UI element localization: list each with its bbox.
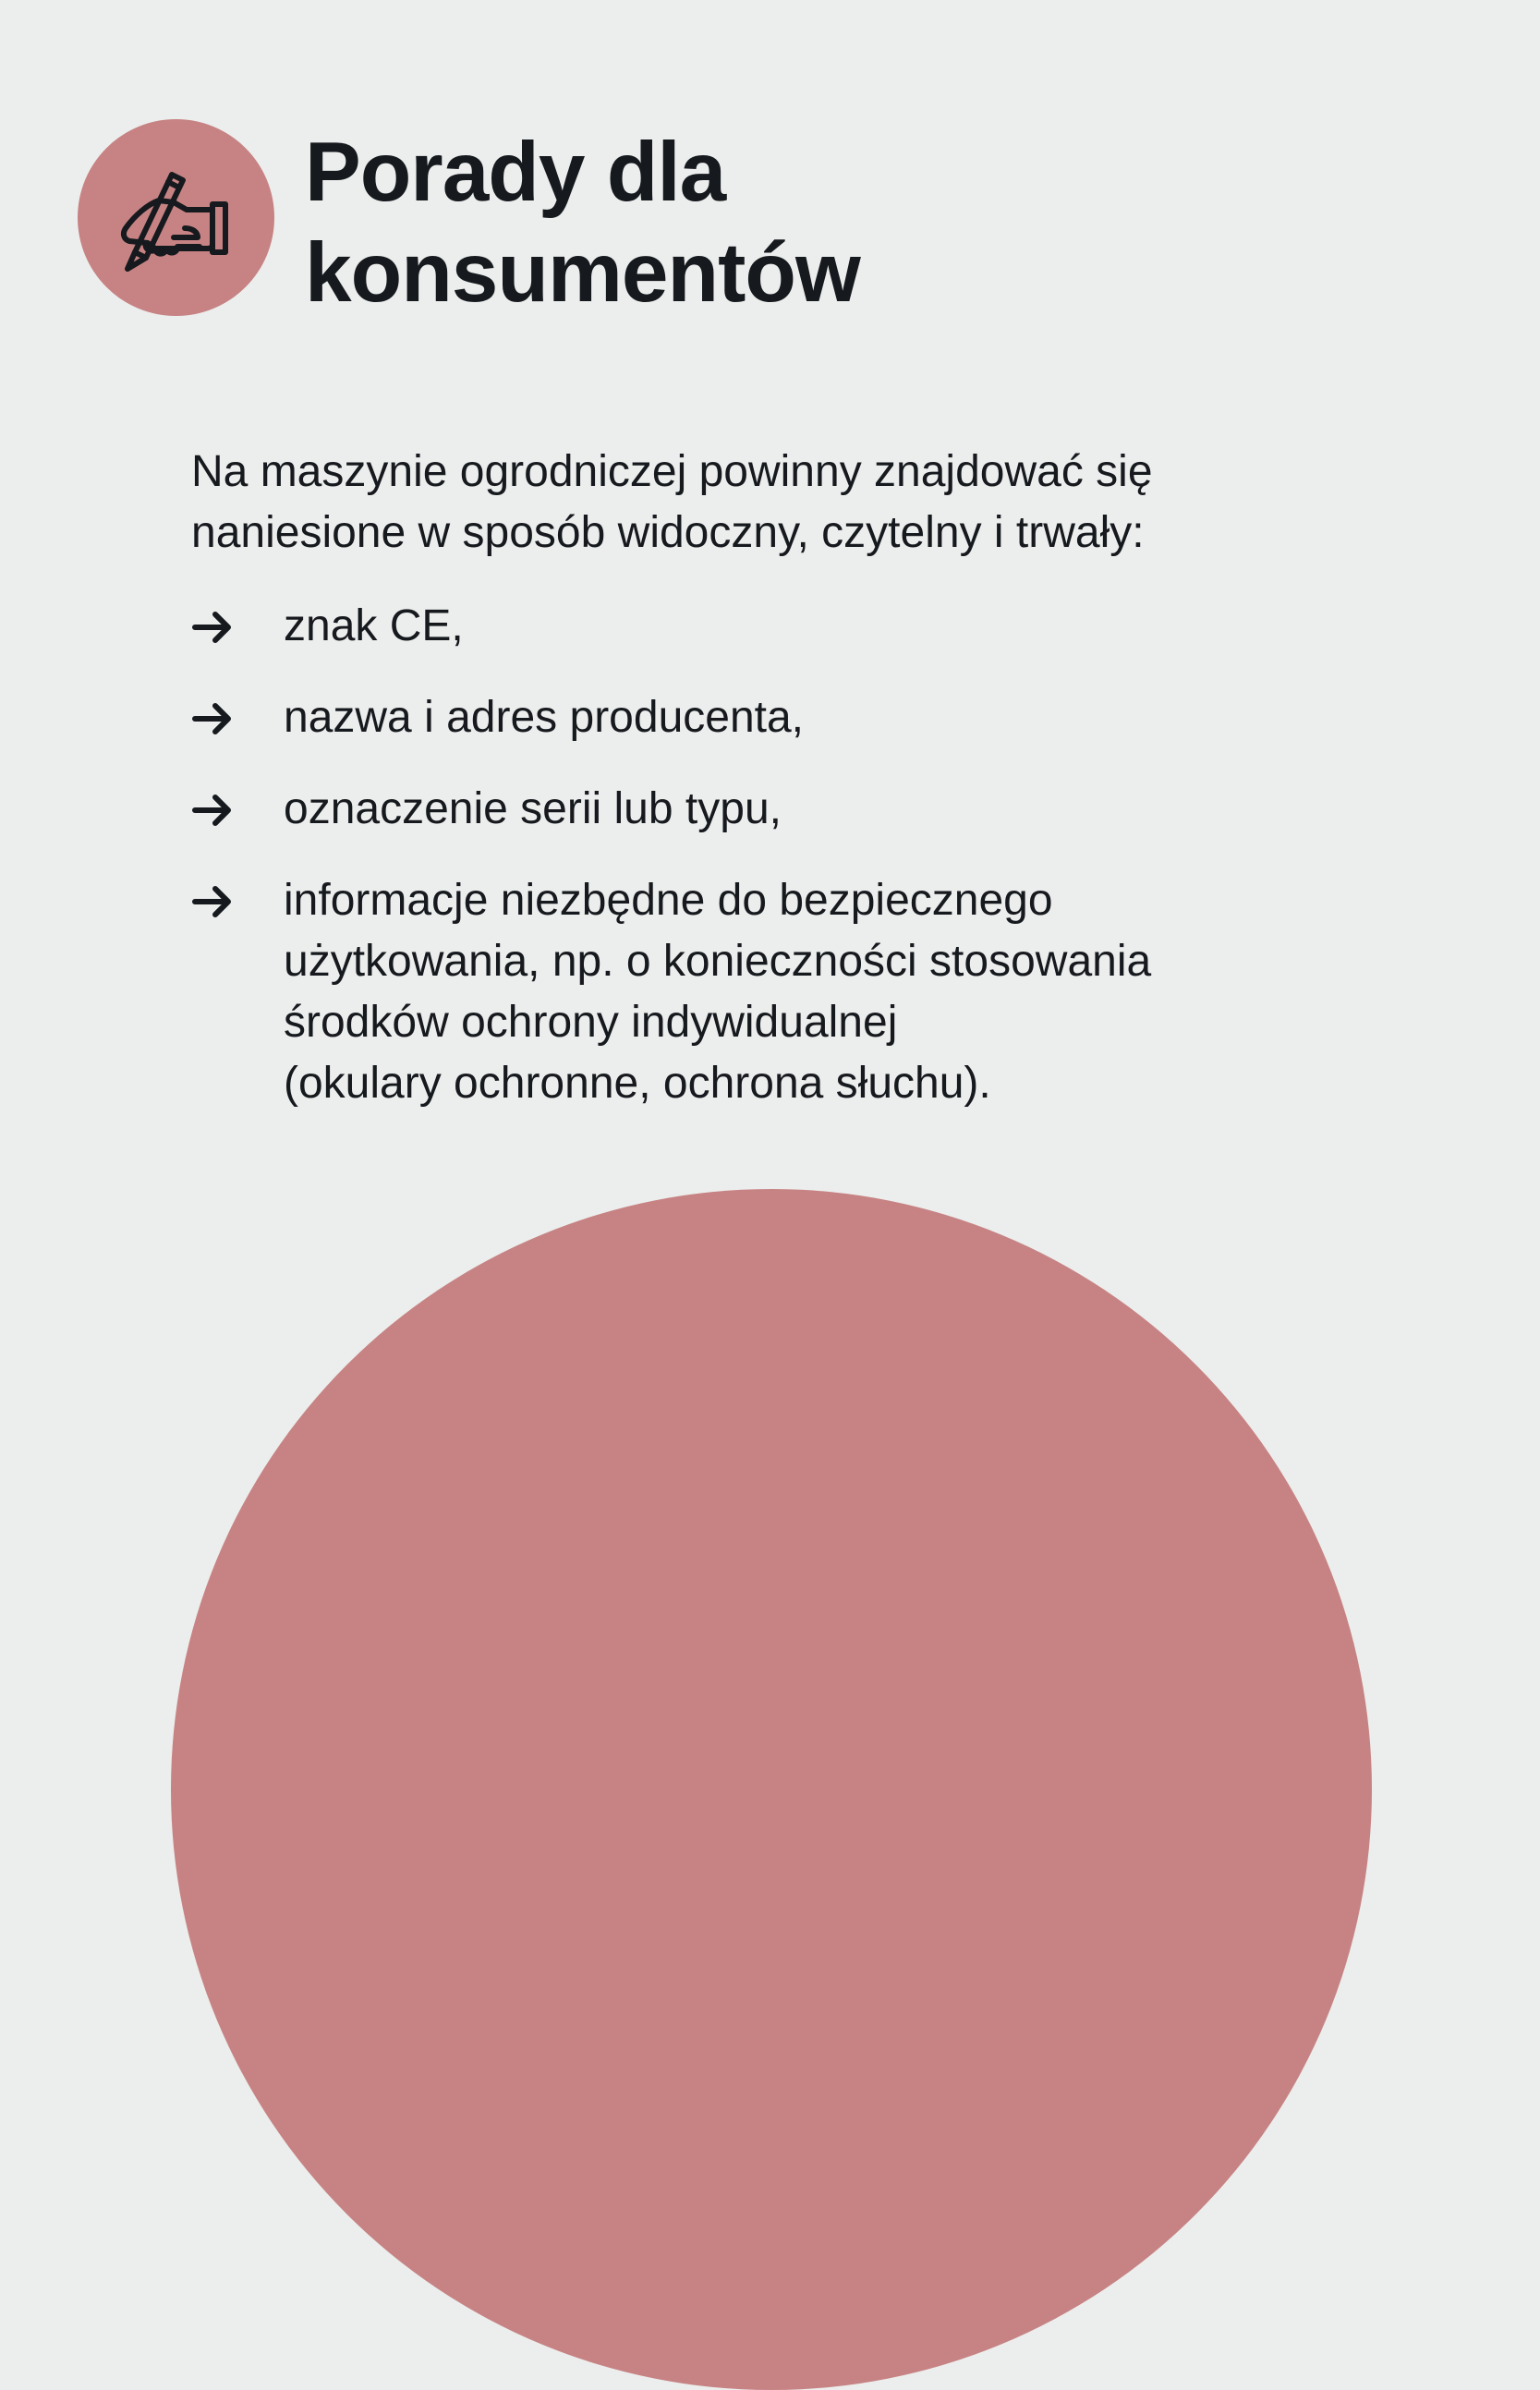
list-item [191, 687, 1392, 748]
list-item [191, 596, 1392, 657]
page-title [305, 122, 860, 323]
page-title-line: Porady dla [305, 126, 726, 219]
arrow-right-icon [191, 885, 234, 918]
list-item [191, 779, 1392, 840]
intro-line: Na maszynie ogrodniczej powinny znajdować się [191, 447, 1153, 496]
arrow-right-icon [191, 794, 234, 827]
hand-writing-pencil-icon [118, 167, 235, 276]
list-item-text: znak CE, [284, 601, 464, 650]
list-item-text: nazwa i adres producenta, [284, 693, 805, 742]
arrow-right-icon [191, 702, 234, 735]
list-item-text: środków ochrony indywidualnej [284, 998, 898, 1047]
arrow-right-icon [191, 611, 234, 644]
list-item-text: użytkowania, np. o konieczności stosowania [284, 937, 1152, 986]
page-title-line: konsumentów [305, 226, 860, 320]
decorative-circle [171, 1189, 1372, 2390]
intro-line: naniesione w sposób widoczny, czytelny i trwały: [191, 508, 1145, 557]
list-item-text: (okulary ochronne, ochrona słuchu). [284, 1059, 991, 1108]
list-item-text: informacje niezbędne do bezpiecznego [284, 876, 1053, 925]
list-item-text: oznaczenie serii lub typu, [284, 784, 782, 833]
header-icon-badge [78, 119, 274, 316]
intro-paragraph [191, 442, 1392, 564]
requirements-list [191, 596, 1392, 1145]
list-item [191, 870, 1392, 1114]
